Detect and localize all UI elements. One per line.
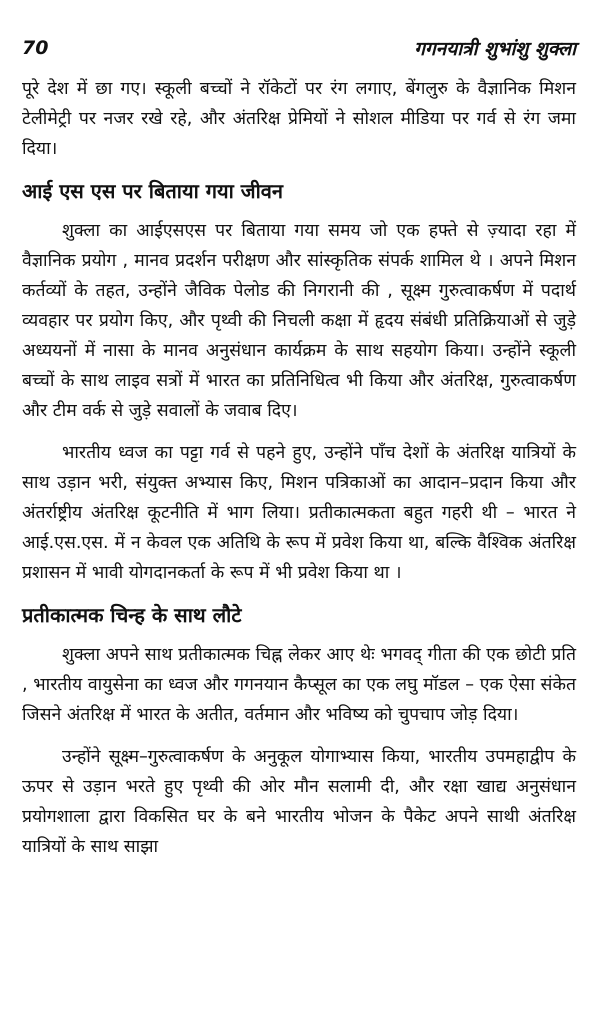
paragraph-iss-activities: शुक्ला का आईएसएस पर बिताया गया समय जो एक हफ्ते से ज़्यादा रहा में वैज्ञानिक प्रयोग , मानव प्रदर्शन परीक्षण और सांस्कृतिक संपर्क शामिल थे । अपने मिशन कर्तव्यों के तहत, उन्होंने जैविक पेलोड की निगरानी की , सूक्ष्म गुरुत्वाकर्षण में पदार्थ व्यवहार पर प्रयोग किए, और पृथ्वी की निचली कक्षा में हृदय संबंधी प्रतिक्रियाओं से जुड़े अध्ययनों में नासा के मानव अनुसंधान कार्यक्रम के साथ सहयोग किया। उन्होंने स्कूली बच्चों के साथ लाइव सत्रों में भारत का प्रतिनिधित्व भी किया और अंतरिक्ष, गुरुत्वाकर्षण और टीम वर्क से जुड़े सवालों के जवाब दिए। — [22, 221, 576, 421]
paragraph-intro: पूरे देश में छा गए। स्कूली बच्चों ने रॉकेटों पर रंग लगाए, बेंगलुरु के वैज्ञानिक मिशन टेलीमेट्री पर नजर रखे रहे, और अंतरिक्ष प्रेमियों ने सोशल मीडिया पर गर्व से रंग जमा दिया। — [22, 79, 576, 159]
running-title: गगनयात्री शुभांशु शुक्ला — [414, 38, 576, 60]
section-heading-symbols: प्रतीकात्मक चिन्ह के साथ लौटे — [22, 603, 242, 627]
section-heading-iss-life: आई एस एस पर बिताया गया जीवन — [22, 179, 283, 203]
page-header — [22, 34, 576, 62]
paragraph-yoga-food: उन्होंने सूक्ष्म–गुरुत्वाकर्षण के अनुकूल योगाभ्यास किया, भारतीय उपमहाद्वीप के ऊपर से उड़ान भरते हुए पृथ्वी की ओर मौन सलामी दी, और रक्षा खाद्य अनुसंधान प्रयोगशाला द्वारा विकसित घर के बने भारतीय भोजन के पैकेट अपने साथी अंतरिक्ष यात्रियों के साथ साझा — [22, 747, 576, 857]
paragraph-symbols: शुक्ला अपने साथ प्रतीकात्मक चिह्न लेकर आए थेः भगवद् गीता की एक छोटी प्रति , भारतीय वायुसेना का ध्वज और गगनयान कैप्सूल का एक लघु मॉडल – एक ऐसा संकेत जिसने अंतरिक्ष में भारत के अतीत, वर्तमान और भविष्य को चुपचाप जोड़ दिया। — [22, 645, 576, 725]
page-number: 70 — [22, 37, 49, 59]
paragraph-iss-diplomacy: भारतीय ध्वज का पट्टा गर्व से पहने हुए, उन्होंने पाँच देशों के अंतरिक्ष यात्रियों के साथ उड़ान भरी, संयुक्त अभ्यास किए, मिशन पत्रिकाओं का आदान–प्रदान किया और अंतर्राष्ट्रीय अंतरिक्ष कूटनीति में भाग लिया। प्रतीकात्मकता बहुत गहरी थी – भारत ने आई.एस.एस. में न केवल एक अतिथि के रूप में प्रवेश किया था, बल्कि वैश्विक अंतरिक्ष प्रशासन में भावी योगदानकर्ता के रूप में भी प्रवेश किया था । — [22, 443, 576, 583]
